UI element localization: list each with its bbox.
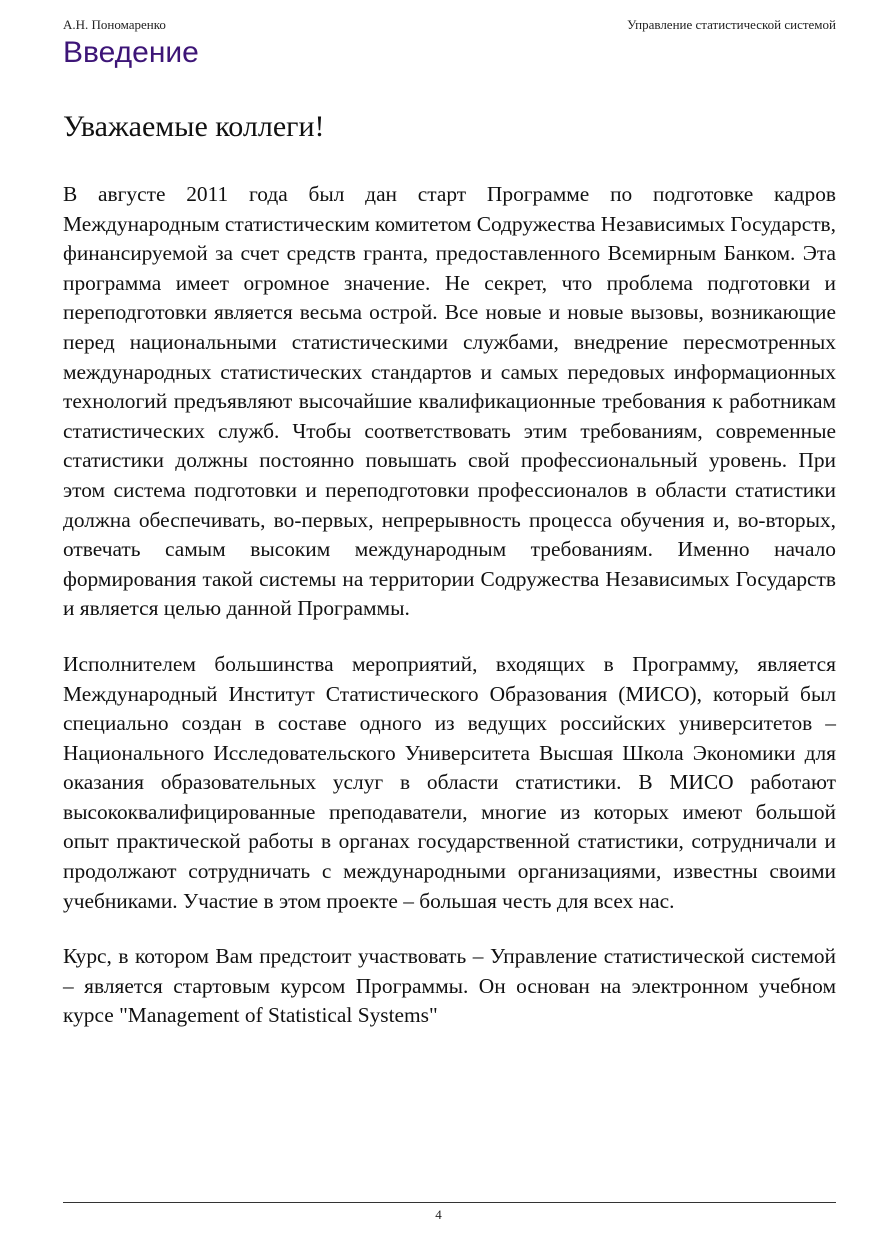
greeting-heading: Уважаемые коллеги! bbox=[63, 110, 325, 143]
paragraph-miso: Исполнителем большинства мероприятий, входящих в Программу, является Международный Институт Статистического Образования (МИСО), который был специально создан в составе одного из ведущих российских университетов – Национального Исследовательского Университета Высшая Школа Экономики для оказания образовательных услуг в области статистики. В МИСО работают высококвалифицированные преподаватели, многие из которых имеют большой опыт практической работы в органах государственной статистики, сотрудничали и продолжают сотрудничать с международными организациями, известны своими учебниками. Участие в этом проекте – большая честь для всех нас. bbox=[63, 651, 836, 913]
footer-divider bbox=[63, 1202, 836, 1203]
header-course-title: Управление статистической системой bbox=[627, 17, 836, 32]
paragraph-course: Курс, в котором Вам предстоит участвовать – Управление статистической системой – является стартовым курсом Программы. Он основан на электронном учебном курсе "Management of Statistical Systems" bbox=[63, 944, 836, 1028]
section-title: Введение bbox=[63, 36, 199, 69]
paragraph-program-start: В августе 2011 года был дан старт Программе по подготовке кадров Международным статистическим комитетом Содружества Независимых Государств, финансируемой за счет средств гранта, предоставленного Всемирным Банком. Эта программа имеет огромное значение. Не секрет, что проблема подготовки и переподготовки является весьма острой. Все новые и новые вызовы, возникающие перед национальными статистическими службами, внедрение пересмотренных международных статистических стандартов и самых передовых информационных технологий предъявляют высочайшие квалификационные требования к работникам статистических служб. Чтобы соответствовать этим требованиям, современные статистики должны постоянно повышать свой профессиональный уровень. При этом система подготовки и переподготовки профессионалов в области статистики должна обеспечивать, во-первых, непрерывность процесса обучения и, во-вторых, отвечать самым высоким международным требованиям. Именно начало формирования такой системы на территории Содружества Независимых Государств и является целью данной Программы. bbox=[63, 182, 836, 621]
body-text bbox=[63, 180, 836, 1057]
header-author: А.Н. Пономаренко bbox=[63, 17, 166, 32]
page-number: 4 bbox=[435, 1207, 442, 1222]
